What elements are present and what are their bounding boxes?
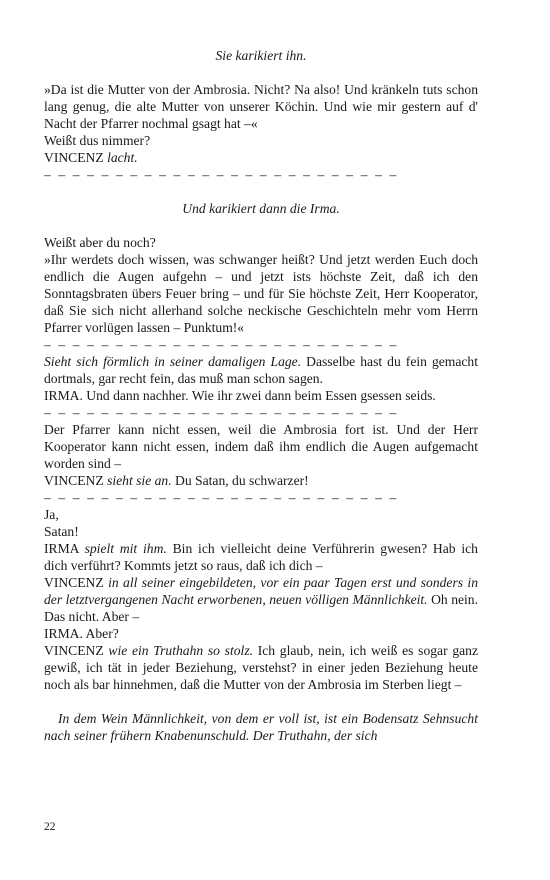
stage-direction: Und karikiert dann die Irma. (182, 201, 340, 216)
dash-separator: – – – – – – – – – – – – – – – – – – – – – – – – – (44, 405, 399, 420)
speech-line (44, 149, 478, 166)
speech-line (44, 472, 478, 489)
speech-line (44, 574, 478, 625)
paragraph: Der Pfarrer kann nicht essen, weil die Ambrosia fort ist. Und der Herr Kooperator kann nicht essen, indem daß ihm endlich die Augen aufgemacht worden sind – (44, 422, 478, 471)
stage-direction-inline: spielt mit ihm. (84, 541, 167, 556)
speaker-name: VINCENZ (44, 150, 104, 165)
speech-line: IRMA. Und dann nachher. Wie ihr zwei dann beim Essen gsessen seids. (44, 388, 436, 403)
page-number: 22 (44, 821, 56, 833)
speaker-name: VINCENZ (44, 575, 109, 590)
stage-direction-block: In dem Wein Männlichkeit, von dem er voll ist, ist ein Bodensatz Sehnsucht nach seiner frühern Knabenunschuld. Der Truthahn, der sich (44, 711, 478, 743)
dash-separator: – – – – – – – – – – – – – – – – – – – – – – – – – (44, 337, 399, 352)
speech-line (44, 642, 478, 693)
speaker-name: IRMA (44, 541, 85, 556)
speech-text: Oh nein. Das nicht. Aber – (44, 592, 478, 624)
speech-text: Du Satan, du schwarzer! (171, 473, 309, 488)
paragraph-text: Dasselbe hast du fein gemacht dortmals, gar recht fein, das muß man schon sagen. (44, 354, 479, 386)
paragraph: Weißt aber du noch? (44, 235, 156, 250)
speech-line: IRMA. Aber? (44, 626, 119, 641)
speech-line (44, 540, 478, 574)
stage-direction-inline: lacht. (107, 150, 138, 165)
stage-direction-inline: in all seiner eingebildeten, vor ein paar Tagen erst und sonders in der letztvergangenen Nacht erworbenen, neuen völligen Männlichkeit. (44, 575, 478, 607)
speaker-name: VINCENZ (44, 473, 108, 488)
stage-direction-inline: Sieht sich förmlich in seiner damaligen Lage. (44, 354, 302, 369)
paragraph: Ja, (44, 507, 59, 522)
dash-separator: – – – – – – – – – – – – – – – – – – – – – – – – – (44, 490, 399, 505)
paragraph: »Da ist die Mutter von der Ambrosia. Nicht? Na also! Und kränkeln tuts schon lang genug, die alte Mutter von unserer Köchin. Und wie mir gestern auf d' Nacht der Pfarrer nochmal gsagt hat –« (44, 82, 478, 131)
stage-direction-inline: wie ein Truthahn so stolz. (108, 643, 254, 658)
speech-text: Ich glaub, nein, ich weiß es sogar ganz gewiß, ich tät in jeder Beziehung, verstehst? in einer jeden Beziehung heute noch als bar hinnehmen, daß die Mutter von der Ambrosia im Sterben liegt – (44, 643, 478, 692)
dash-separator: – – – – – – – – – – – – – – – – – – – – – – – – – (44, 167, 399, 182)
paragraph: Weißt dus nimmer? (44, 133, 151, 148)
paragraph: »Ihr werdets doch wissen, was schwanger heißt? Und jetzt werden Euch doch endlich die Augen aufgehn – und jetzt ists höchste Zeit, daß ich den Sonntagsbraten übers Feuer bring – und für Sie höchste Zeit, Herr Kooperator, daß Sie sich nicht allerhand solche neckische Geschichteln mehr vom Herrn Pfarrer vorlügen lassen – Punktum!« (44, 252, 478, 335)
speech-text: Bin ich vielleicht deine Verführerin gwesen? Hab ich dich verführt? Kommts jetzt so raus, daß ich dich – (44, 541, 478, 573)
stage-direction: Sie karikiert ihn. (215, 48, 307, 63)
paragraph: Satan! (44, 524, 79, 539)
stage-direction-inline: sieht sie an. (107, 473, 172, 488)
paragraph (44, 353, 478, 387)
speaker-name: VINCENZ (44, 643, 109, 658)
page-body (44, 0, 478, 744)
